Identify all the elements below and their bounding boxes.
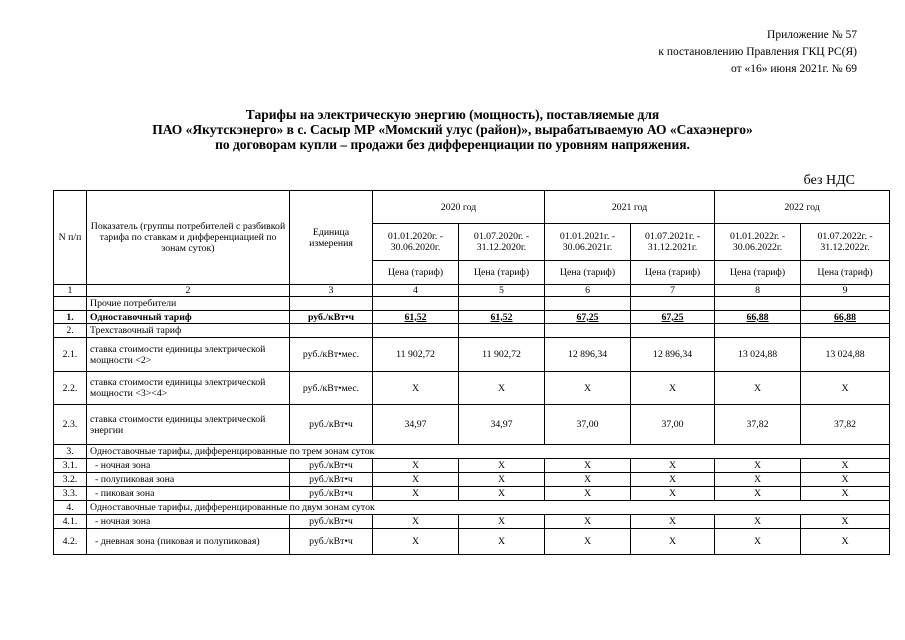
row-label: ставка стоимости единицы электрической энергии — [87, 405, 290, 445]
row-value: 34,97 — [373, 405, 459, 445]
row-number: 4.1. — [54, 515, 87, 529]
header-period: 01.01.2020г. - 30.06.2020г. — [373, 224, 459, 261]
row-value: X — [631, 372, 715, 405]
row-number: 2.3. — [54, 405, 87, 445]
header-year: 2022 год — [715, 191, 890, 224]
row-value: X — [373, 473, 459, 487]
section-label: Прочие потребители — [87, 297, 290, 311]
row-unit: руб./кВт•ч — [290, 459, 373, 473]
table-row — [54, 445, 890, 459]
header-year: 2020 год — [373, 191, 545, 224]
row-value: X — [631, 529, 715, 555]
column-number: 8 — [715, 285, 801, 297]
row-unit: руб./кВт•ч — [290, 473, 373, 487]
row-unit: руб./кВт•ч — [290, 487, 373, 501]
table-row — [54, 473, 890, 487]
row-value: X — [545, 529, 631, 555]
row-value: X — [459, 372, 545, 405]
header-price: Цена (тариф) — [631, 261, 715, 285]
header-price: Цена (тариф) — [801, 261, 890, 285]
row-number: 3. — [54, 445, 87, 459]
row-unit: руб./кВт•мес. — [290, 338, 373, 372]
row-value: X — [631, 487, 715, 501]
appendix-number: Приложение № 57 — [767, 29, 857, 41]
column-number-row — [54, 285, 890, 297]
row-value: 67,25 — [631, 311, 715, 324]
row-value: X — [715, 487, 801, 501]
row-value: X — [545, 487, 631, 501]
row-value: X — [631, 473, 715, 487]
row-value: X — [801, 515, 890, 529]
column-number: 6 — [545, 285, 631, 297]
row-value: X — [801, 372, 890, 405]
column-number: 5 — [459, 285, 545, 297]
header-indicator: Показатель (группы потребителей с разбивкой тарифа по ставкам и дифференциацией по зонам суток) — [87, 191, 290, 285]
row-value: X — [631, 459, 715, 473]
column-number: 4 — [373, 285, 459, 297]
row-label: - ночная зона — [87, 515, 290, 529]
row-value: 37,00 — [631, 405, 715, 445]
table-row — [54, 338, 890, 372]
row-number: 2.2. — [54, 372, 87, 405]
row-unit: руб./кВт•ч — [290, 405, 373, 445]
row-value: 61,52 — [459, 311, 545, 324]
header-price: Цена (тариф) — [545, 261, 631, 285]
row-value: 13 024,88 — [715, 338, 801, 372]
row-label: - полупиковая зона — [87, 473, 290, 487]
header-unit: Единица измерения — [290, 191, 373, 285]
row-value: X — [459, 515, 545, 529]
title-line-1: Тарифы на электрическую энергию (мощность), поставляемые для — [245, 107, 660, 122]
header-period: 01.07.2022г. - 31.12.2022г. — [801, 224, 890, 261]
table-row — [54, 487, 890, 501]
header-period: 01.01.2022г. - 30.06.2022г. — [715, 224, 801, 261]
tariff-table — [53, 190, 890, 555]
row-value: X — [545, 515, 631, 529]
row-value: 61,52 — [373, 311, 459, 324]
row-value: 37,82 — [801, 405, 890, 445]
row-value: 66,88 — [715, 311, 801, 324]
appendix-date: от «16» июня 2021г. № 69 — [731, 63, 857, 75]
row-value: X — [459, 487, 545, 501]
header-price: Цена (тариф) — [373, 261, 459, 285]
column-number: 1 — [54, 285, 87, 297]
header-number: N п/п — [54, 191, 87, 285]
row-value: X — [715, 529, 801, 555]
row-value: X — [715, 459, 801, 473]
table-row — [54, 459, 890, 473]
row-value: X — [373, 459, 459, 473]
row-value: X — [715, 372, 801, 405]
header-price: Цена (тариф) — [715, 261, 801, 285]
row-value: X — [459, 473, 545, 487]
row-value: 11 902,72 — [459, 338, 545, 372]
header-price: Цена (тариф) — [459, 261, 545, 285]
row-number: 4. — [54, 501, 87, 515]
row-value: X — [715, 473, 801, 487]
column-number: 9 — [801, 285, 890, 297]
row-value: X — [545, 473, 631, 487]
table-row — [54, 501, 890, 515]
row-unit: руб./кВт•ч — [290, 311, 373, 324]
appendix-header — [658, 27, 857, 78]
row-value: X — [801, 487, 890, 501]
row-label: Одноставочные тарифы, дифференцированные по двум зонам суток — [87, 501, 890, 515]
appendix-resolution: к постановлению Правления ГКЦ РС(Я) — [658, 46, 857, 58]
row-value: X — [631, 515, 715, 529]
row-value: X — [459, 529, 545, 555]
row-value: 37,00 — [545, 405, 631, 445]
document-title — [0, 107, 905, 152]
row-value: X — [801, 459, 890, 473]
row-value: 37,82 — [715, 405, 801, 445]
row-value: X — [715, 515, 801, 529]
row-value: X — [801, 529, 890, 555]
row-value: X — [373, 372, 459, 405]
row-number: 2.1. — [54, 338, 87, 372]
row-number: 3.3. — [54, 487, 87, 501]
title-line-2: ПАО «Якутскэнерго» в с. Сасыр МР «Момский улус (район)», вырабатываемую АО «Сахаэнерго» — [152, 122, 753, 137]
row-label: - ночная зона — [87, 459, 290, 473]
column-number: 7 — [631, 285, 715, 297]
header-period: 01.07.2021г. - 31.12.2021г. — [631, 224, 715, 261]
row-value: X — [373, 529, 459, 555]
row-value: 11 902,72 — [373, 338, 459, 372]
row-value: 34,97 — [459, 405, 545, 445]
row-value: X — [373, 487, 459, 501]
row-label: ставка стоимости единицы электрической мощности <2> — [87, 338, 290, 372]
header-year: 2021 год — [545, 191, 715, 224]
row-value: 12 896,34 — [545, 338, 631, 372]
row-value: 12 896,34 — [631, 338, 715, 372]
table-row — [54, 405, 890, 445]
row-label: ставка стоимости единицы электрической мощности <3><4> — [87, 372, 290, 405]
row-value: 67,25 — [545, 311, 631, 324]
column-number: 2 — [87, 285, 290, 297]
row-label: Одноставочный тариф — [87, 311, 290, 324]
header-period: 01.01.2021г. - 30.06.2021г. — [545, 224, 631, 261]
row-value: 66,88 — [801, 311, 890, 324]
table-row — [54, 529, 890, 555]
row-label: - пиковая зона — [87, 487, 290, 501]
table-row — [54, 311, 890, 324]
row-number: 2. — [54, 324, 87, 338]
row-number: 4.2. — [54, 529, 87, 555]
row-label: Одноставочные тарифы, дифференцированные по трем зонам суток — [87, 445, 890, 459]
table-row — [54, 372, 890, 405]
row-label: - дневная зона (пиковая и полупиковая) — [87, 529, 290, 555]
title-line-3: по договорам купли – продажи без дифференциации по уровням напряжения. — [215, 137, 690, 152]
row-value: X — [545, 372, 631, 405]
row-number: 3.1. — [54, 459, 87, 473]
table-row — [54, 515, 890, 529]
table-row — [54, 324, 890, 338]
row-number: 3.2. — [54, 473, 87, 487]
header-period: 01.07.2020г. - 31.12.2020г. — [459, 224, 545, 261]
row-number: 1. — [54, 311, 87, 324]
row-value: 13 024,88 — [801, 338, 890, 372]
row-value: X — [373, 515, 459, 529]
row-value: X — [459, 459, 545, 473]
row-label: Трехставочный тариф — [87, 324, 290, 338]
column-number: 3 — [290, 285, 373, 297]
row-unit: руб./кВт•мес. — [290, 372, 373, 405]
row-value: X — [545, 459, 631, 473]
row-unit: руб./кВт•ч — [290, 515, 373, 529]
row-value: X — [801, 473, 890, 487]
row-unit: руб./кВт•ч — [290, 529, 373, 555]
section-row — [54, 297, 890, 311]
vat-note: без НДС — [803, 173, 855, 188]
